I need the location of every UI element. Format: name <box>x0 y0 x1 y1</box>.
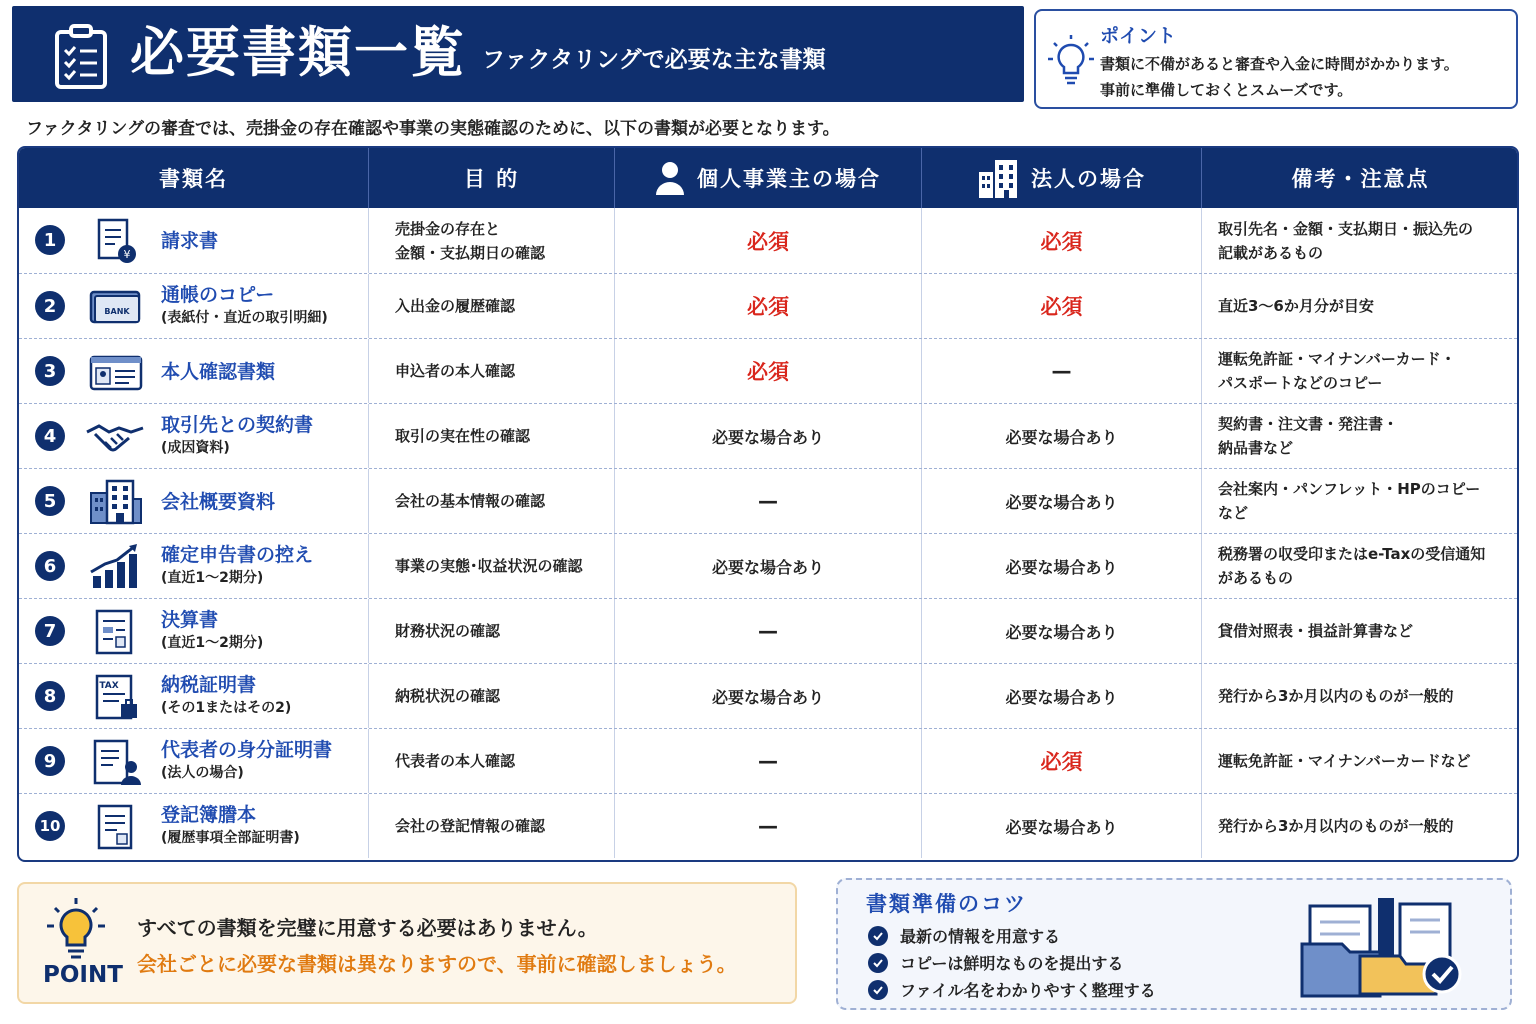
conditional-label: 必要な場合あり <box>711 557 824 577</box>
header-corporate: 法人の場合 <box>922 148 1202 208</box>
intro-text: ファクタリングの審査では、売掛金の存在確認や事業の実態確認のために、以下の書類が必要となります。 <box>26 119 840 139</box>
checklist-icon <box>54 24 108 90</box>
note-line-2: 納品書など <box>1218 439 1294 457</box>
bank-passbook-icon <box>85 282 145 332</box>
page-header <box>12 6 1024 102</box>
document-name <box>161 489 275 515</box>
conditional-label: 必要な場合あり <box>1005 817 1118 837</box>
table-row <box>19 468 1517 533</box>
cell-notes <box>1202 794 1519 858</box>
purpose-line-1: 事業の実態･収益状況の確認 <box>395 557 583 575</box>
cell-corporate <box>922 794 1202 858</box>
row-number: 2 <box>35 291 65 321</box>
table-row <box>19 598 1517 663</box>
cell-notes <box>1202 534 1519 598</box>
row-number: 8 <box>35 681 65 711</box>
purpose-line-1: 売掛金の存在と <box>395 219 501 238</box>
cell-individual <box>615 599 922 663</box>
tip-item: コピーは鮮明なものを提出する <box>868 951 1123 974</box>
document-folder-icon <box>1300 894 1470 1000</box>
header-notes: 備考・注意点 <box>1291 167 1430 191</box>
representative-id-icon <box>85 737 145 787</box>
document-subtitle: (表紙付・直近の取引明細) <box>161 310 328 326</box>
cell-notes <box>1202 664 1519 728</box>
tip-item: 最新の情報を用意する <box>868 924 1060 947</box>
row-number: 9 <box>35 746 65 776</box>
cell-purpose <box>369 208 615 273</box>
purpose-line-1: 会社の基本情報の確認 <box>395 492 546 510</box>
cell-purpose <box>369 729 615 793</box>
purpose-line-1: 財務状況の確認 <box>395 622 501 640</box>
cell-document <box>19 469 369 533</box>
required-label: 必須 <box>1040 750 1083 774</box>
document-subtitle: (その1またはその2) <box>161 700 292 716</box>
cell-purpose <box>369 664 615 728</box>
cell-notes <box>1202 339 1519 403</box>
note-line-1: 契約書・注文書・発注書・ <box>1218 415 1399 433</box>
document-subtitle: (法人の場合) <box>161 765 244 781</box>
document-name <box>161 228 218 254</box>
cell-document <box>19 664 369 728</box>
cell-individual <box>615 274 922 338</box>
document-subtitle: (直近1〜2期分) <box>161 570 264 586</box>
row-number: 4 <box>35 421 65 451</box>
point-line-2: 事前に準備しておくとスムーズです。 <box>1100 81 1353 99</box>
purpose-line-1: 入出金の履歴確認 <box>395 297 516 315</box>
document-title: 取引先との契約書 <box>161 414 314 436</box>
cell-purpose <box>369 274 615 338</box>
cell-purpose <box>369 534 615 598</box>
tips-title: 書類準備のコツ <box>866 892 1027 916</box>
document-name <box>161 607 263 653</box>
cell-document <box>19 339 369 403</box>
svg-text:TAX: TAX <box>99 681 119 691</box>
not-applicable-dash: — <box>758 619 778 643</box>
document-subtitle: (履歴事項全部証明書) <box>161 830 300 846</box>
note-line-1: 運転免許証・マイナンバーカードなど <box>1218 752 1471 770</box>
svg-text:¥: ¥ <box>123 248 131 261</box>
page-title: 必要書類一覧 <box>130 21 466 84</box>
cell-corporate <box>922 404 1202 468</box>
document-name <box>161 359 275 385</box>
bottom-point-line-2: 会社ごとに必要な書類は異なりますので、事前に確認しましょう。 <box>137 952 737 976</box>
cell-individual <box>615 208 922 273</box>
cell-notes <box>1202 208 1519 273</box>
purpose-line-1: 取引の実在性の確認 <box>395 427 531 445</box>
documents-table <box>17 146 1519 862</box>
cell-individual <box>615 534 922 598</box>
check-icon <box>868 926 888 946</box>
document-title: 確定申告書の控え <box>161 544 314 566</box>
conditional-label: 必要な場合あり <box>711 427 824 447</box>
note-line-1: 会社案内・パンフレット・HPのコピー <box>1218 480 1481 498</box>
cell-document <box>19 729 369 793</box>
note-line-1: 直近3〜6か月分が目安 <box>1218 297 1374 315</box>
cell-purpose <box>369 599 615 663</box>
point-title: ポイント <box>1100 25 1177 47</box>
row-number: 3 <box>35 356 65 386</box>
document-title: 決算書 <box>161 609 219 631</box>
note-line-2: など <box>1218 504 1249 522</box>
office-building-icon <box>85 477 145 527</box>
handshake-icon <box>85 412 145 462</box>
conditional-label: 必要な場合あり <box>1005 687 1118 707</box>
not-applicable-dash: — <box>758 814 778 838</box>
cell-purpose <box>369 469 615 533</box>
document-name <box>161 672 291 718</box>
document-title: 納税証明書 <box>161 674 257 696</box>
row-number: 7 <box>35 616 65 646</box>
header-individual: 個人事業主の場合 <box>615 148 922 208</box>
required-label: 必須 <box>747 360 789 384</box>
person-icon <box>655 161 685 195</box>
not-applicable-dash: — <box>758 489 778 513</box>
cell-notes <box>1202 729 1519 793</box>
table-row <box>19 403 1517 468</box>
cell-corporate <box>922 534 1202 598</box>
point-line-1: 書類に不備があると審査や入金に時間がかかります。 <box>1100 55 1459 73</box>
table-row <box>19 338 1517 403</box>
bottom-point-callout <box>17 882 797 1004</box>
required-label: 必須 <box>1040 229 1083 254</box>
cell-individual <box>615 469 922 533</box>
cell-corporate <box>922 208 1202 273</box>
page-subtitle: ファクタリングで必要な主な書類 <box>482 47 826 73</box>
row-number: 1 <box>35 225 65 255</box>
lightbulb-icon <box>1046 33 1096 89</box>
cell-document <box>19 208 369 273</box>
invoice-yen-icon <box>85 216 145 266</box>
document-title: 会社概要資料 <box>161 491 276 513</box>
document-title: 通帳のコピー <box>161 284 275 306</box>
id-card-icon <box>85 347 145 397</box>
conditional-label: 必要な場合あり <box>1005 622 1118 642</box>
note-line-1: 取引先名・金額・支払期日・振込先の <box>1218 219 1474 238</box>
cell-document <box>19 599 369 663</box>
table-row <box>19 273 1517 338</box>
financial-statement-icon <box>85 607 145 657</box>
document-subtitle: (直近1〜2期分) <box>161 635 264 651</box>
header-document-name: 書類名 <box>19 148 369 208</box>
point-callout <box>1034 9 1518 109</box>
document-name <box>161 282 328 328</box>
tips-box <box>836 878 1512 1010</box>
cell-notes <box>1202 274 1519 338</box>
not-applicable-dash: — <box>758 749 778 773</box>
cell-corporate <box>922 274 1202 338</box>
document-name <box>161 412 313 458</box>
cell-corporate <box>922 599 1202 663</box>
tax-certificate-icon <box>85 672 145 722</box>
document-name <box>161 542 313 588</box>
cell-notes <box>1202 469 1519 533</box>
not-applicable-dash: — <box>1051 359 1072 383</box>
document-title: 本人確認書類 <box>161 361 276 383</box>
note-line-2: パスポートなどのコピー <box>1218 374 1383 392</box>
required-label: 必須 <box>1040 295 1083 319</box>
cell-individual <box>615 729 922 793</box>
document-title: 請求書 <box>161 230 219 252</box>
purpose-line-1: 会社の登記情報の確認 <box>395 817 546 835</box>
building-icon <box>977 158 1019 198</box>
cell-purpose <box>369 339 615 403</box>
cell-individual <box>615 404 922 468</box>
note-line-1: 発行から3か月以内のものが一般的 <box>1218 817 1454 835</box>
required-label: 必須 <box>747 229 789 254</box>
bottom-point-line-1: すべての書類を完璧に用意する必要はありません。 <box>137 916 598 940</box>
cell-purpose <box>369 794 615 858</box>
required-label: 必須 <box>747 295 789 319</box>
table-row <box>19 533 1517 598</box>
table-header <box>19 148 1517 208</box>
check-icon <box>868 980 888 1000</box>
purpose-line-1: 代表者の本人確認 <box>395 752 516 770</box>
table-row <box>19 728 1517 793</box>
growth-chart-icon <box>85 542 145 592</box>
cell-corporate <box>922 339 1202 403</box>
cell-notes <box>1202 404 1519 468</box>
document-name <box>161 737 332 783</box>
document-subtitle: (成因資料) <box>161 440 230 456</box>
point-label: POINT <box>43 962 123 988</box>
cell-document <box>19 794 369 858</box>
cell-individual <box>615 794 922 858</box>
note-line-2: があるもの <box>1218 569 1294 587</box>
note-line-1: 税務署の収受印またはe-Taxの受信通知 <box>1218 545 1486 563</box>
lightbulb-icon <box>45 896 107 966</box>
row-number: 6 <box>35 551 65 581</box>
document-title: 代表者の身分証明書 <box>161 739 333 761</box>
note-line-1: 発行から3か月以内のものが一般的 <box>1218 687 1454 705</box>
note-line-1: 運転免許証・マイナンバーカード・ <box>1218 350 1456 368</box>
cell-document <box>19 404 369 468</box>
table-row <box>19 793 1517 858</box>
cell-corporate <box>922 729 1202 793</box>
table-row <box>19 208 1517 273</box>
cell-individual <box>615 339 922 403</box>
conditional-label: 必要な場合あり <box>1005 427 1118 447</box>
cell-document <box>19 274 369 338</box>
cell-purpose <box>369 404 615 468</box>
conditional-label: 必要な場合あり <box>1005 492 1118 512</box>
check-icon <box>868 953 888 973</box>
row-number: 5 <box>35 486 65 516</box>
document-title: 登記簿謄本 <box>161 804 257 826</box>
note-line-2: 記載があるもの <box>1218 243 1324 262</box>
note-line-1: 貸借対照表・損益計算書など <box>1218 622 1414 640</box>
cell-corporate <box>922 469 1202 533</box>
row-number: 10 <box>35 811 65 841</box>
document-name <box>161 802 300 848</box>
tip-item: ファイル名をわかりやすく整理する <box>868 978 1156 1001</box>
cell-corporate <box>922 664 1202 728</box>
table-row <box>19 663 1517 728</box>
conditional-label: 必要な場合あり <box>1005 557 1118 577</box>
cell-notes <box>1202 599 1519 663</box>
cell-document <box>19 534 369 598</box>
header-purpose: 目 的 <box>369 148 615 208</box>
purpose-line-2: 金額・支払期日の確認 <box>395 243 546 262</box>
conditional-label: 必要な場合あり <box>711 687 824 707</box>
purpose-line-1: 納税状況の確認 <box>395 687 501 705</box>
cell-individual <box>615 664 922 728</box>
purpose-line-1: 申込者の本人確認 <box>395 362 516 380</box>
svg-text:BANK: BANK <box>104 307 130 316</box>
registry-document-icon <box>85 802 145 852</box>
